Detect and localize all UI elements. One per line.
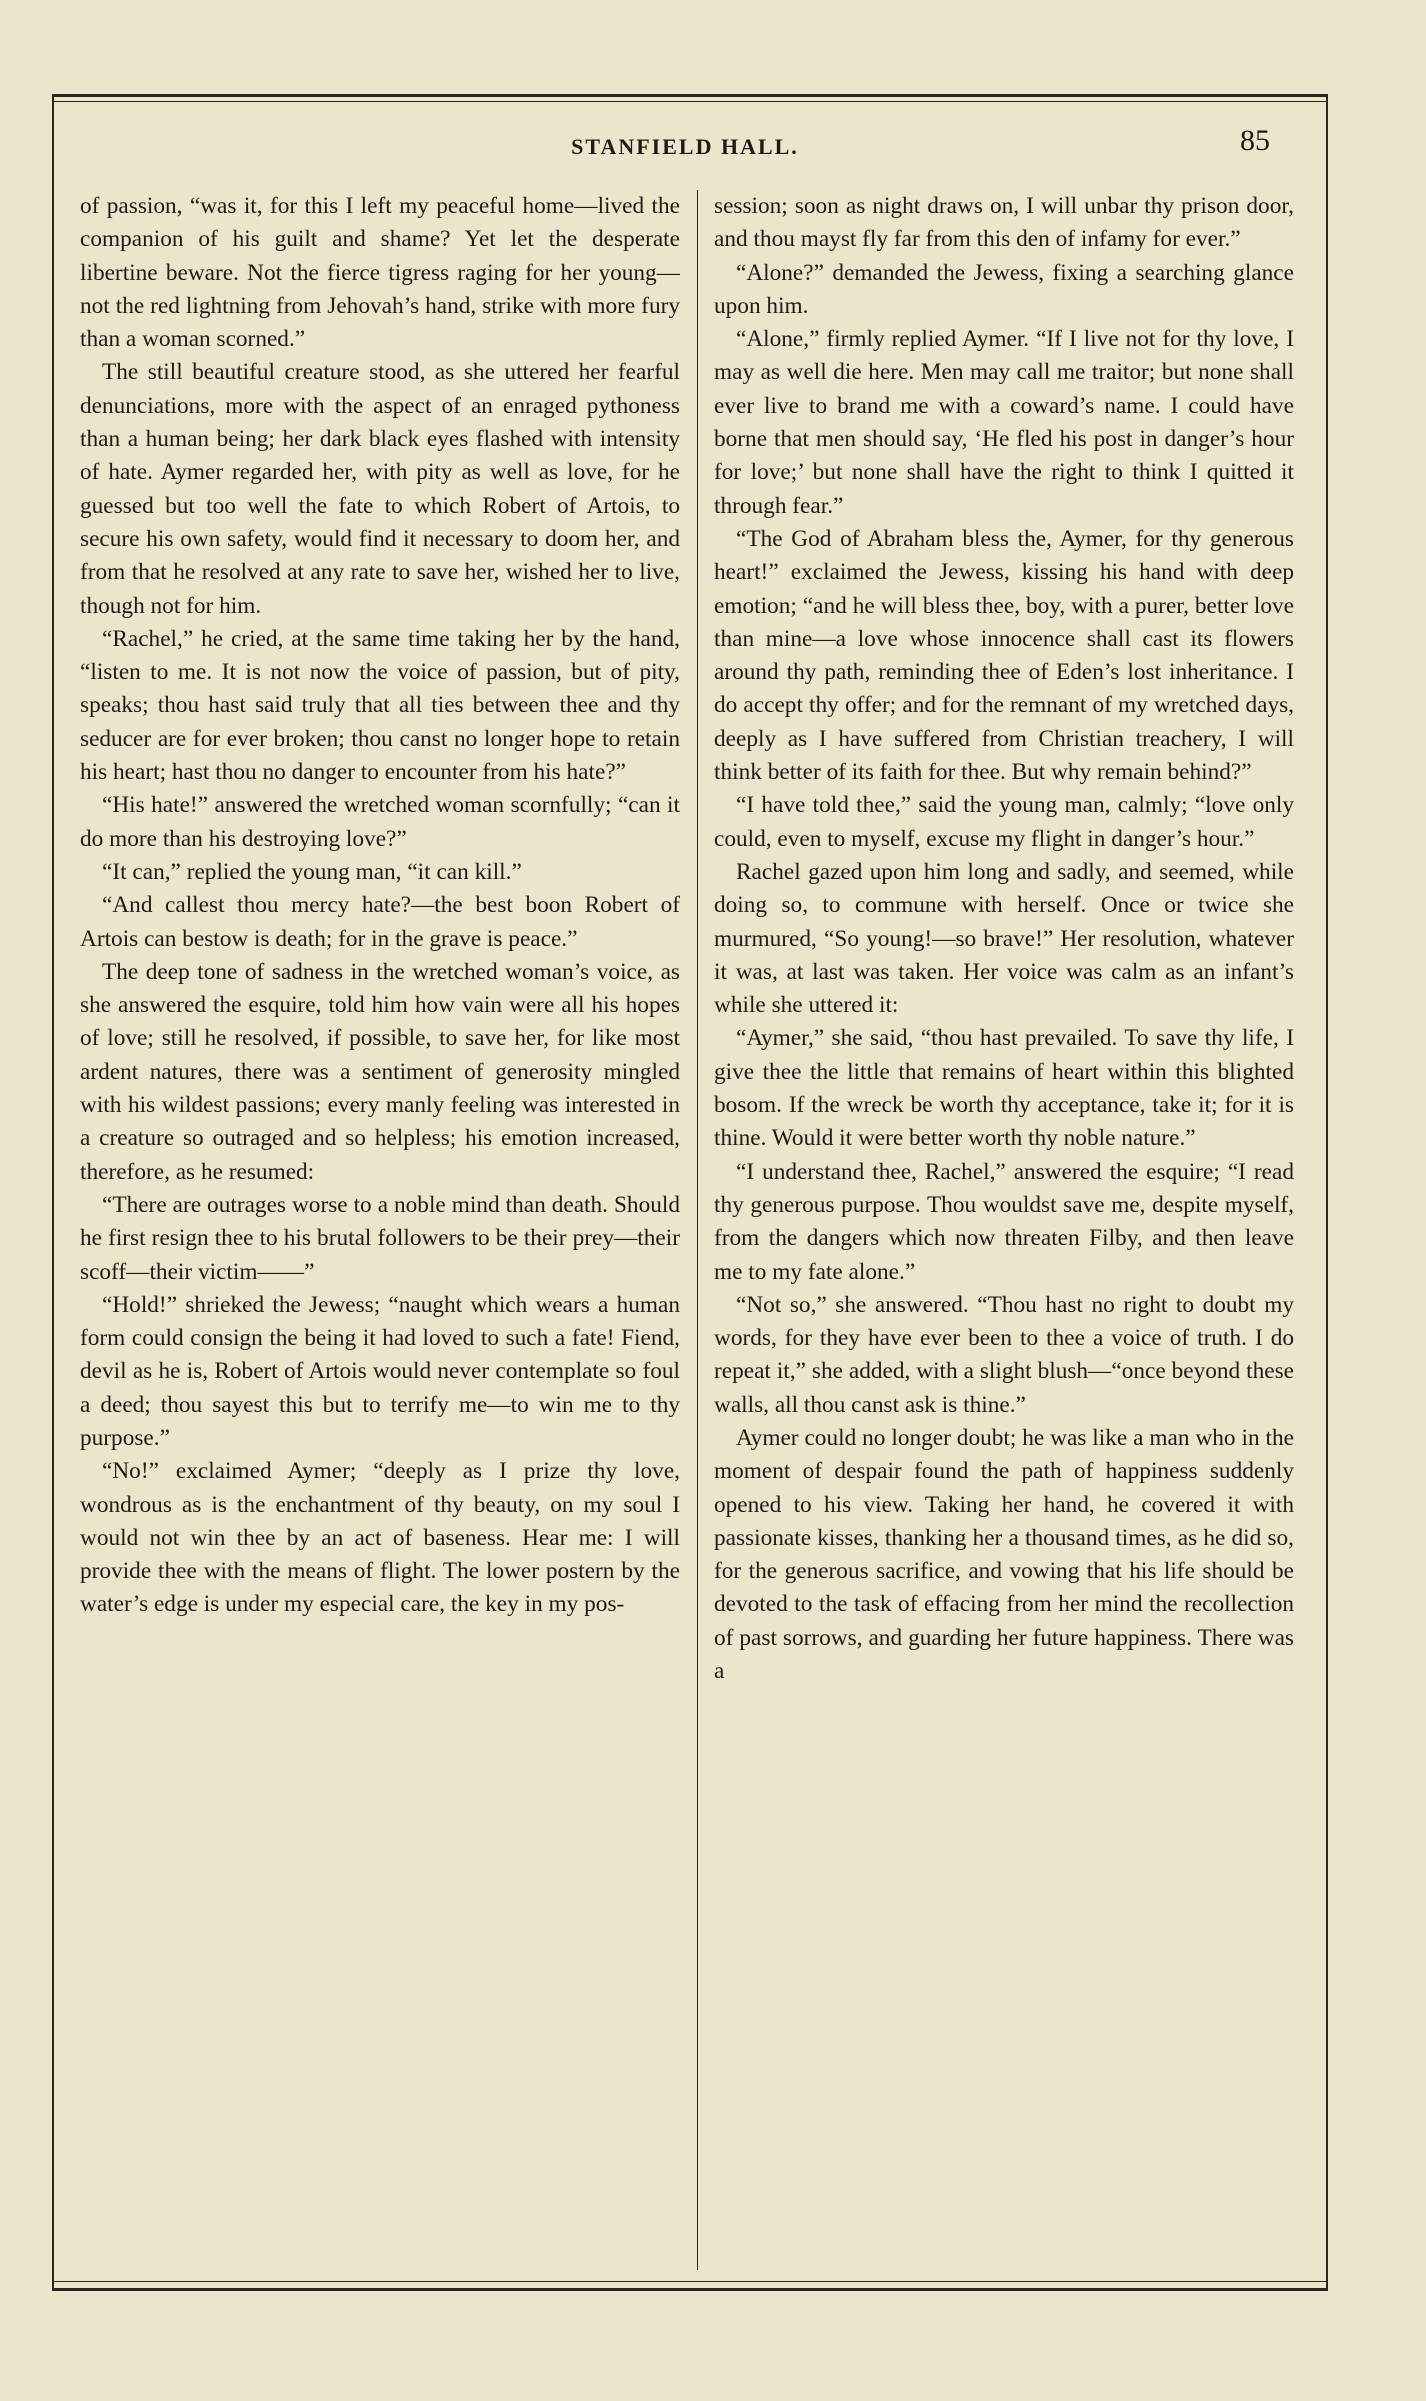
paragraph: “Rachel,” he cried, at the same time taking her by the hand, “listen to me. It is not now the voice of passion, but of pity, speaks; thou hast said truly that all ties between thee and thy seducer are for ever broken; thou canst no longer hope to retain his heart; hast thou no danger to encounter from his hate?” bbox=[80, 625, 680, 786]
paragraph: Rachel gazed upon him long and sadly, and seemed, while doing so, to commune with herself. Once or twice she murmured, “So young!—so brave!” Her resolution, whatever it was, at last was taken. Her voice was calm as an infant’s while she uttered it: bbox=[714, 858, 1294, 1019]
right-column bbox=[714, 190, 1294, 2275]
page-number: 85 bbox=[1240, 124, 1270, 157]
paragraph: “His hate!” answered the wretched woman scornfully; “can it do more than his destroying love?” bbox=[80, 792, 680, 852]
left-border bbox=[52, 94, 54, 2288]
bottom-rule bbox=[52, 2288, 1328, 2291]
paragraph: “Not so,” she answered. “Thou hast no right to doubt my words, for they have ever been to thee a voice of truth. I do repeat it,” she added, with a slight blush—“once beyond these walls, all thou canst ask is thine.” bbox=[714, 1291, 1294, 1418]
paragraph: “There are outrages worse to a noble mind than death. Should he first resign thee to his brutal followers to be their prey—their scoff—their victim——” bbox=[80, 1191, 680, 1285]
paragraph: “Aymer,” she said, “thou hast prevailed. To save thy life, I give thee the little that remains of heart within this blighted bosom. If the wreck be worth thy acceptance, take it; for it is thine. Would it were better worth thy noble nature.” bbox=[714, 1025, 1294, 1152]
paragraph: session; soon as night draws on, I will unbar thy prison door, and thou mayst fly far from this den of infamy for ever.” bbox=[714, 193, 1294, 253]
left-column bbox=[80, 190, 680, 2275]
right-border bbox=[1326, 94, 1328, 2288]
paragraph: “Alone?” demanded the Jewess, fixing a searching glance upon him. bbox=[714, 259, 1294, 319]
paragraph: “Hold!” shrieked the Jewess; “naught which wears a human form could consign the being it had loved to such a fate! Fiend, devil as he is, Robert of Artois would never contemplate so foul a deed; thou sayest this but to terrify me—to win me to thy purpose.” bbox=[80, 1291, 680, 1451]
paragraph: “The God of Abraham bless the, Aymer, for thy generous heart!” exclaimed the Jewess, kissing his hand with deep emotion; “and he will bless thee, boy, with a purer, better love than mine—a love whose innocence shall cast its flowers around thy path, reminding thee of Eden’s lost inheritance. I do accept thy offer; and for the remnant of my wretched days, deeply as I have suffered from Christian treachery, I will think better of its faith for thee. But why remain behind?” bbox=[714, 525, 1294, 786]
paragraph: The deep tone of sadness in the wretched woman’s voice, as she answered the esquire, told him how vain were all his hopes of love; still he resolved, if possible, to save her, for like most ardent natures, there was a sentiment of generosity mingled with his wildest passions; every manly feeling was interested in a creature so outraged and so helpless; his emotion increased, therefore, as he resumed: bbox=[80, 958, 680, 1185]
paragraph: “Alone,” firmly replied Aymer. “If I live not for thy love, I may as well die here. Men may call me traitor; but none shall ever live to brand me with a coward’s name. I could have borne that men should say, ‘He fled his post in danger’s hour for love;’ but none shall have the right to think I quitted it through fear.” bbox=[714, 326, 1294, 519]
paragraph: “I understand thee, Rachel,” answered the esquire; “I read thy generous purpose. Thou wouldst save me, despite myself, from the dangers which now threaten Filby, and then leave me to my fate alone.” bbox=[714, 1158, 1294, 1285]
running-header bbox=[60, 124, 1310, 174]
paragraph: “And callest thou mercy hate?—the best boon Robert of Artois can bestow is death; for in the grave is peace.” bbox=[80, 892, 680, 952]
paragraph: of passion, “was it, for this I left my peaceful home—lived the companion of his guilt and shame? Yet let the desperate libertine beware. Not the fierce tigress raging for her young—not the red lightning from Jehovah’s hand, strike with more fury than a woman scorned.” bbox=[80, 193, 680, 353]
paragraph: “It can,” replied the young man, “it can kill.” bbox=[102, 858, 522, 885]
column-divider bbox=[697, 190, 698, 2270]
top-rule bbox=[52, 94, 1328, 97]
paragraph: Aymer could no longer doubt; he was like a man who in the moment of despair found the path of happiness suddenly opened to his view. Taking her hand, he covered it with passionate kisses, thanking her a thousand times, as he did so, for the generous sacrifice, and vowing that his life should be devoted to the task of effacing from her mind the recollection of past sorrows, and guarding her future happiness. There was a bbox=[714, 1424, 1294, 1685]
top-rule-thin bbox=[52, 101, 1328, 102]
paragraph: “No!” exclaimed Aymer; “deeply as I prize thy love, wondrous as is the enchantment of thy beauty, on my soul I would not win thee by an act of baseness. Hear me: I will provide thee with the means of flight. The lower postern by the water’s edge is under my especial care, the key in my pos- bbox=[80, 1458, 680, 1618]
paragraph: “I have told thee,” said the young man, calmly; “love only could, even to myself, excuse my flight in danger’s hour.” bbox=[714, 792, 1294, 852]
paragraph: The still beautiful creature stood, as she uttered her fearful denunciations, more with the aspect of an enraged pythoness than a human being; her dark black eyes flashed with intensity of hate. Aymer regarded her, with pity as well as love, for he guessed but too well the fate to which Robert of Artois, to secure his own safety, would find it necessary to doom her, and from that he resolved at any rate to save her, wished her to live, though not for him. bbox=[80, 359, 680, 619]
running-title: STANFIELD HALL. bbox=[571, 134, 799, 159]
bottom-rule-thin bbox=[52, 2281, 1328, 2282]
